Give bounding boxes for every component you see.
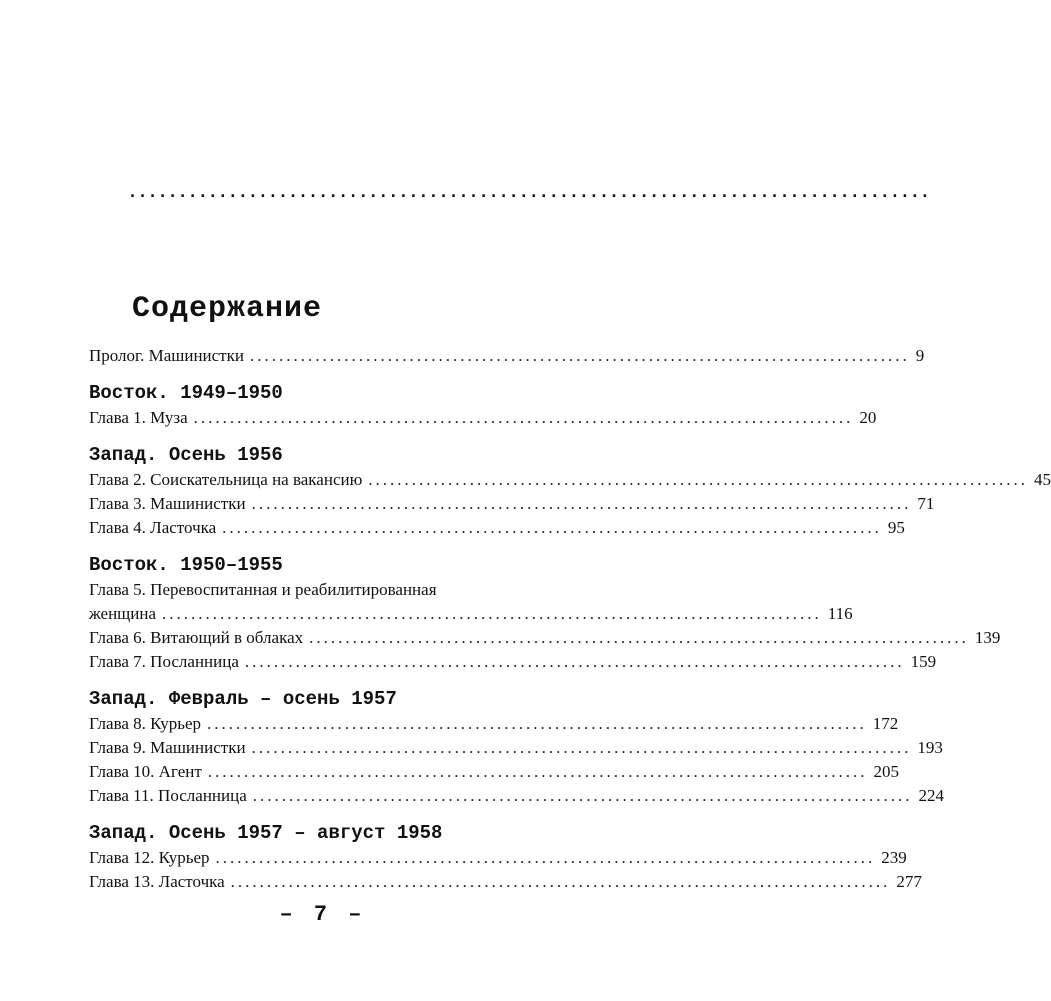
dot-leader: ........................................................................................... xyxy=(249,346,910,365)
entry-page: 239 xyxy=(881,848,907,867)
part-heading: Восток. 1949–1950 xyxy=(89,382,283,404)
toc-entry-chapter-5-line-1[interactable]: Глава 5. Перевоспитанная и реабилитированная xyxy=(89,580,437,599)
toc-entry-chapter-8[interactable] xyxy=(89,712,899,736)
toc-entry-chapter-6[interactable] xyxy=(89,626,1001,650)
entry-page: 139 xyxy=(974,628,1001,647)
toc-entry-chapter-7[interactable] xyxy=(89,650,937,674)
part-heading: Запад. Осень 1957 – август 1958 xyxy=(89,822,443,844)
dot-leader: ........................................................................................... xyxy=(207,714,867,733)
entry-label: Глава 13. Ласточка xyxy=(89,872,225,891)
dot-leader: ........................................................................................... xyxy=(252,786,913,805)
entry-page: 9 xyxy=(915,346,925,365)
toc-entry-chapter-12[interactable] xyxy=(89,846,907,870)
entry-page: 224 xyxy=(918,786,945,805)
part-heading: Восток. 1950–1955 xyxy=(89,554,283,576)
entry-page: 116 xyxy=(827,604,853,623)
dot-leader: ........................................................................................... xyxy=(251,494,912,513)
entry-page: 45 xyxy=(1034,470,1051,489)
entry-label: Глава 12. Курьер xyxy=(89,848,210,867)
entry-page: 205 xyxy=(873,762,900,781)
part-heading: Запад. Осень 1956 xyxy=(89,444,283,466)
toc-entry-chapter-4[interactable] xyxy=(89,516,905,540)
toc-entry-chapter-3[interactable] xyxy=(89,492,935,516)
entry-page: 159 xyxy=(910,652,937,671)
toc-entry-prologue[interactable] xyxy=(89,344,925,368)
entry-page: 172 xyxy=(872,714,899,733)
toc-entry-chapter-5[interactable] xyxy=(89,602,853,626)
dot-leader: ........................................................................................... xyxy=(244,652,905,671)
entry-label: Глава 9. Машинистки xyxy=(89,738,246,757)
toc-entry-chapter-13[interactable] xyxy=(89,870,922,894)
toc-part-4 xyxy=(89,688,945,808)
entry-page: 193 xyxy=(917,738,943,757)
entry-label: Глава 1. Муза xyxy=(89,408,188,427)
entry-label: Глава 3. Машинистки xyxy=(89,494,246,513)
entry-label: Глава 4. Ласточка xyxy=(89,518,217,537)
entry-page: 95 xyxy=(887,518,905,537)
entry-label: Глава 7. Посланница xyxy=(89,652,239,671)
entry-label: Глава 8. Курьер xyxy=(89,714,202,733)
dot-leader: ........................................................................................... xyxy=(207,762,868,781)
entry-label: женщина xyxy=(89,604,156,623)
entry-label: Глава 10. Агент xyxy=(89,762,202,781)
dot-leader: ........................................................................................... xyxy=(230,872,891,891)
toc-entry-chapter-11[interactable] xyxy=(89,784,945,808)
dot-leader: ........................................................................................... xyxy=(368,470,1029,489)
toc-part-5 xyxy=(89,822,922,894)
entry-page: 20 xyxy=(859,408,877,427)
dot-leader: ........................................................................................... xyxy=(222,518,882,537)
toc-part-3 xyxy=(89,554,1001,674)
toc-entry-chapter-10[interactable] xyxy=(89,760,900,784)
page-number: – 7 – xyxy=(279,902,366,927)
dot-leader: ........................................................................................... xyxy=(162,604,822,623)
entry-label: Глава 2. Соискательница на вакансию xyxy=(89,470,363,489)
toc-entry-chapter-2[interactable] xyxy=(89,468,1051,492)
dot-leader: ........................................................................................... xyxy=(215,848,876,867)
toc-title: Содержание xyxy=(132,292,323,326)
decorative-dotted-rule: ................................................................................ xyxy=(128,183,931,201)
entry-label: Глава 6. Витающий в облаках xyxy=(89,628,304,647)
table-of-contents xyxy=(89,344,1051,908)
toc-part-2 xyxy=(89,444,1051,540)
dot-leader: ........................................................................................... xyxy=(193,408,854,427)
dot-leader: ........................................................................................... xyxy=(251,738,912,757)
part-heading: Запад. Февраль – осень 1957 xyxy=(89,688,397,710)
toc-entry-chapter-9[interactable] xyxy=(89,736,943,760)
dot-leader: ........................................................................................... xyxy=(309,628,969,647)
toc-prologue xyxy=(89,344,925,368)
toc-entry-chapter-1[interactable] xyxy=(89,406,877,430)
entry-page: 277 xyxy=(896,872,922,891)
entry-label: Пролог. Машинистки xyxy=(89,346,244,365)
entry-page: 71 xyxy=(917,494,935,513)
entry-label: Глава 11. Посланница xyxy=(89,786,247,805)
toc-part-1 xyxy=(89,382,877,430)
